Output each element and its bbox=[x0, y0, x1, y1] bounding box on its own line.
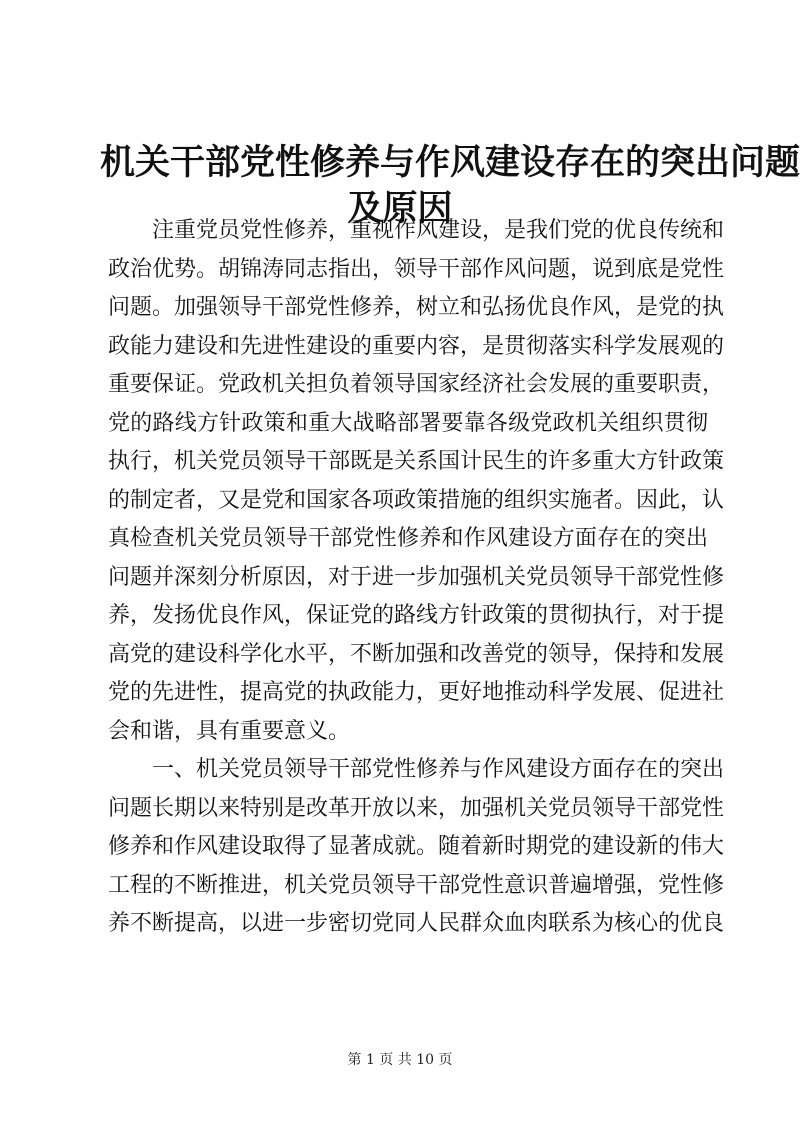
body-line-18: 工程的不断推进，机关党员领导干部党性意识普遍增强，党性修 bbox=[108, 872, 725, 898]
body-line-15: 一、机关党员领导干部党性修养与作风建设方面存在的突出 bbox=[152, 757, 725, 782]
body-line-9: 真检查机关党员领导干部党性修养和作风建设方面存在的突出 bbox=[108, 526, 708, 551]
body-line-6: 党的路线方针政策和重大战略部署要靠各级党政机关组织贯彻 bbox=[108, 410, 708, 436]
body-line-1: 注重党员党性修养，重视作风建设，是我们党的优良传统和 bbox=[152, 218, 725, 243]
body-line-12: 高党的建设科学化水平，不断加强和改善党的领导，保持和发展 bbox=[108, 641, 725, 667]
body-line-4: 政能力建设和先进性建设的重要内容，是贯彻落实科学发展观的 bbox=[108, 333, 725, 359]
body-line-5: 重要保证。党政机关担负着领导国家经济社会发展的重要职责， bbox=[108, 372, 725, 397]
body-line-16: 问题长期以来特别是改革开放以来，加强机关党员领导干部党性 bbox=[108, 795, 725, 821]
body-line-3: 问题。加强领导干部党性修养，树立和弘扬优良作风，是党的执 bbox=[108, 295, 725, 320]
body-line-17: 修养和作风建设取得了显著成就。随着新时期党的建设新的伟大 bbox=[108, 834, 725, 859]
page-number-footer: 第 1 页 共 10 页 bbox=[347, 1052, 453, 1068]
body-line-13: 党的先进性，提高党的执政能力，更好地推动科学发展、促进社 bbox=[108, 680, 725, 705]
title-line-1: 机关干部党性修养与作风建设存在的突出问题 bbox=[100, 142, 800, 183]
body-line-14: 会和谐，具有重要意义。 bbox=[108, 718, 351, 744]
title-line-2: 及原因 bbox=[347, 188, 453, 229]
body-line-10: 问题并深刻分析原因，对于进一步加强机关党员领导干部党性修 bbox=[108, 564, 725, 590]
body-line-7: 执行，机关党员领导干部既是关系国计民生的许多重大方针政策 bbox=[108, 449, 725, 474]
body-line-2: 政治优势。胡锦涛同志指出，领导干部作风问题，说到底是党性 bbox=[108, 256, 725, 282]
body-line-19: 养不断提高，以进一步密切党同人民群众血肉联系为核心的优良 bbox=[108, 911, 725, 936]
body-line-11: 养，发扬优良作风，保证党的路线方针政策的贯彻执行，对于提 bbox=[108, 603, 725, 628]
body-line-8: 的制定者，又是党和国家各项政策措施的组织实施者。因此，认 bbox=[108, 487, 725, 513]
document-body bbox=[108, 212, 725, 944]
